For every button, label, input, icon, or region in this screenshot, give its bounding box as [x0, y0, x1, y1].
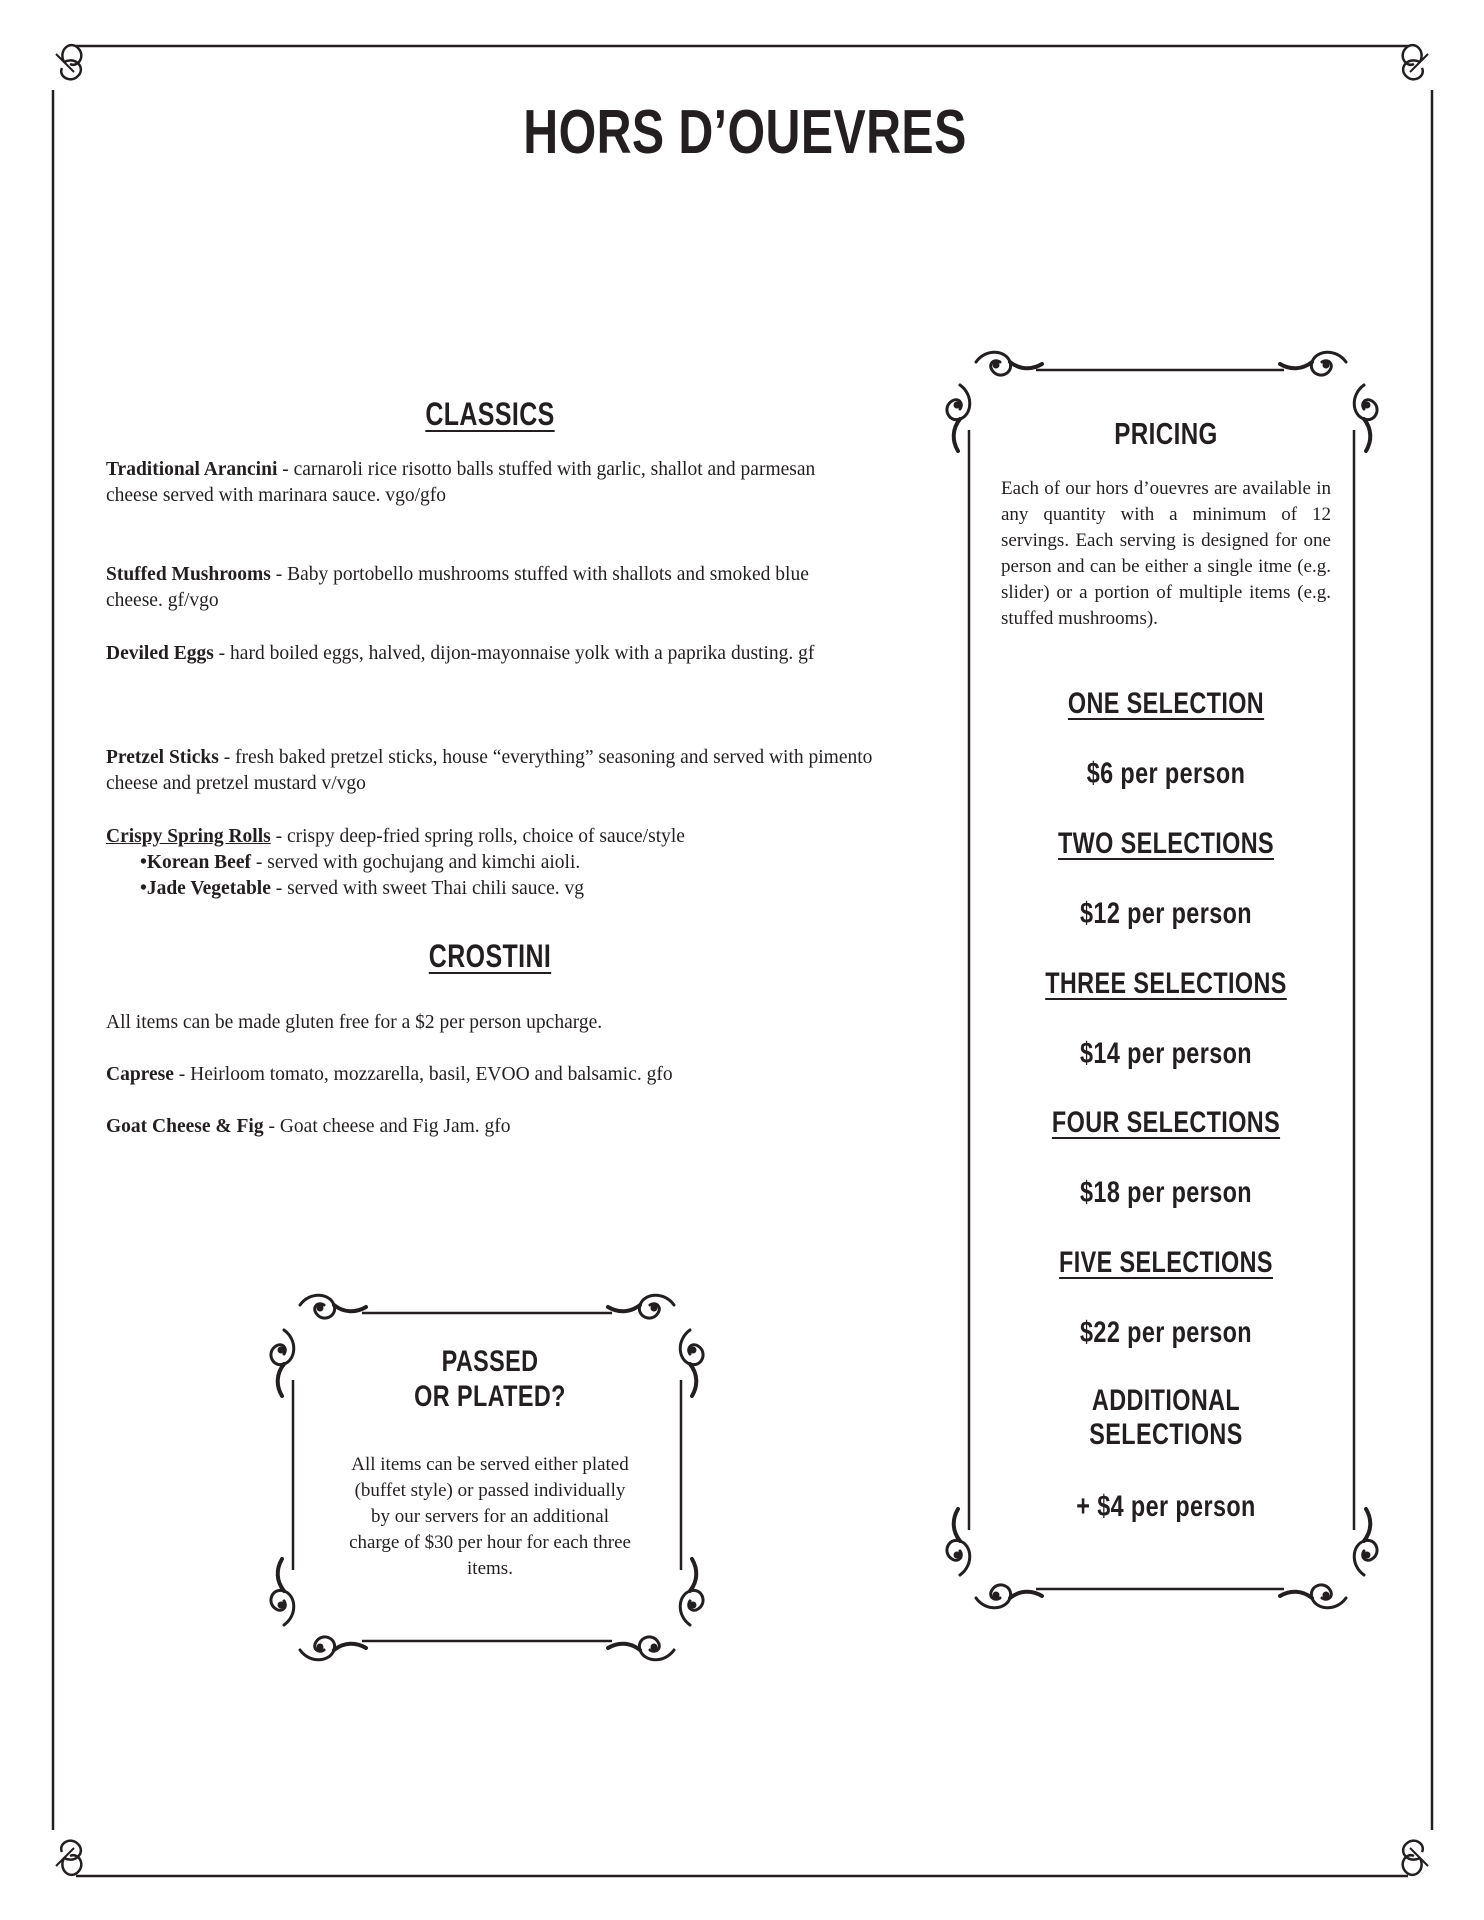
item-name: Traditional Arancini — [106, 459, 278, 480]
tier-label-three: THREE SELECTIONS — [1045, 967, 1287, 1000]
item-name: Crispy Spring Rolls — [106, 826, 271, 847]
menu-item-arancini — [106, 457, 856, 509]
tier-label-one: ONE SELECTION — [1067, 687, 1265, 720]
tier-price-one: $6 per person — [1086, 757, 1246, 790]
passed-heading — [373, 1344, 607, 1414]
passed-heading-line-2: OR PLATED? — [414, 1380, 566, 1413]
item-description: - Heirloom tomato, mozzarella, basil, EVOO and balsamic. gfo — [173, 1064, 673, 1085]
item-name: Goat Cheese & Fig — [106, 1116, 264, 1137]
menu-item-caprese — [106, 1062, 896, 1088]
menu-item-deviled-eggs — [106, 641, 826, 667]
tier-price-five: $22 per person — [1080, 1316, 1252, 1349]
tier-label-five: FIVE SELECTIONS — [1059, 1246, 1273, 1279]
tier-label-two: TWO SELECTIONS — [1057, 827, 1275, 860]
menu-item-pretzel-sticks — [106, 745, 896, 797]
spring-roll-option-jade-vegetable — [106, 876, 896, 902]
item-name: Pretzel Sticks — [106, 747, 219, 768]
crostini-note: All items can be made gluten free for a $2 per person upcharge. — [106, 1012, 603, 1033]
option-description: - served with gochujang and kimchi aioli. — [250, 852, 581, 873]
page-border — [53, 45, 1432, 1876]
classics-heading: CLASSICS — [425, 396, 555, 432]
item-name: Deviled Eggs — [106, 643, 214, 664]
tier-price-four: $18 per person — [1080, 1176, 1252, 1209]
item-description: - Goat cheese and Fig Jam. gfo — [263, 1116, 511, 1137]
spring-roll-option-korean-beef — [106, 850, 896, 876]
item-description: - fresh baked pretzel sticks, house “everything” seasoning and served with pimento cheese and pretzel mustard v/vgo — [106, 747, 873, 794]
tier-price-two: $12 per person — [1080, 897, 1252, 930]
passed-heading-line-1: PASSED — [441, 1345, 539, 1378]
additional-heading-line-2: SELECTIONS — [1089, 1418, 1243, 1451]
item-description: - hard boiled eggs, halved, dijon-mayonnaise yolk with a paprika dusting. gf — [213, 643, 815, 664]
additional-selections-heading — [1010, 1384, 1322, 1452]
crostini-heading: CROSTINI — [428, 938, 552, 974]
item-name: Caprese — [106, 1064, 174, 1085]
pricing-description: Each of our hors d’ouevres are available in any quantity with a minimum of 12 servings. Each serving is designed for one person and can be either a single itme (e.g. slider) or a portion of multiple items (e.g. stuffed mushrooms). — [1001, 478, 1331, 629]
item-description: - carnaroli rice risotto balls stuffed with garlic, shallot and parmesan cheese served with marinara sauce. vgo/gfo — [106, 459, 816, 506]
bullet: • — [140, 852, 147, 873]
bullet: • — [140, 878, 147, 899]
tier-price-three: $14 per person — [1080, 1037, 1252, 1070]
additional-heading-line-1: ADDITIONAL — [1091, 1384, 1241, 1417]
option-description: - served with sweet Thai chili sauce. vg — [270, 878, 585, 899]
option-name: Korean Beef — [146, 852, 251, 873]
item-description: - Baby portobello mushrooms stuffed with shallots and smoked blue cheese. gf/vgo — [106, 564, 809, 611]
pricing-heading: PRICING — [1114, 416, 1218, 451]
menu-item-spring-rolls — [106, 824, 896, 902]
menu-item-stuffed-mushrooms — [106, 562, 866, 614]
item-name: Stuffed Mushrooms — [106, 564, 271, 585]
passed-description: All items can be served either plated (buffet style) or passed individually by our servers for an additional charge of $30 per hour for each three items. — [349, 1454, 631, 1579]
option-name: Jade Vegetable — [146, 878, 271, 899]
additional-selections-price: + $4 per person — [1076, 1490, 1256, 1523]
menu-item-goat-cheese-fig — [106, 1114, 896, 1140]
tier-label-four: FOUR SELECTIONS — [1051, 1106, 1281, 1139]
item-description: - crispy deep-fried spring rolls, choice of sauce/style — [270, 826, 685, 847]
page-title: HORS D’OUEVRES — [523, 98, 967, 167]
